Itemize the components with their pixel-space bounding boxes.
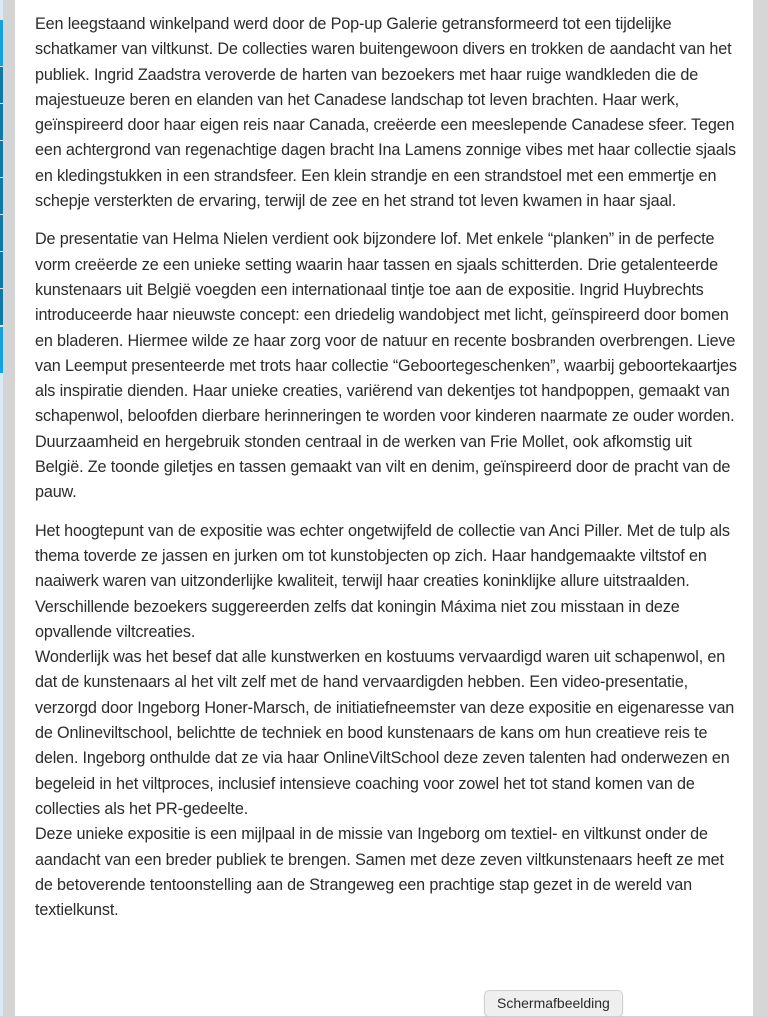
- paragraph-1: [35, 12, 741, 214]
- screenshot-tooltip: Schermafbeelding: [484, 990, 623, 1017]
- paragraph-text: Wonderlijk was het besef dat alle kunstwerken en kostuums vervaardigd waren uit schapenwol, en dat de kunstenaars al het vilt zelf met de hand vervaardigden hebben. Een video-presentatie, verzorgd door Ingeborg Honer-Marsch, de initiatiefneemster van deze expositie en eigenaresse van de Onlineviltschool, belichtte de techniek en bood kunstenaars de kans om hun creatieve reis te delen. Ingeborg onthulde dat ze via haar OnlineViltSchool deze zeven talenten had onderwezen en begeleid in het viltproces, inclusief intensieve coaching voor zowel het tot stand komen van de collecties als het PR-gedeelte.: [35, 648, 735, 818]
- paragraph-text: Deze unieke expositie is een mijlpaal in de missie van Ingeborg om textiel- en viltkunst onder de aandacht van een breder publiek te brengen. Samen met deze zeven viltkunstenaars heeft ze met de betoverende tentoonstelling aan de Strangeweg een prachtige stap gezet in de wereld van textielkunst.: [35, 825, 724, 920]
- left-gutter: [3, 0, 15, 1016]
- paragraph-3: [35, 519, 741, 924]
- paragraph-text: Het hoogtepunt van de expositie was echter ongetwijfeld de collectie van Anci Piller. Met de tulp als thema toverde ze jassen en jurken om tot kunstobjecten op zich. Haar handgemaakte viltstof en naaiwerk waren van uitzonderlijke kwaliteit, terwijl haar creaties koninklijke allure uitstraalden. Verschillende bezoekers suggereerden zelfs dat koningin Máxima niet zou misstaan in deze opvallende viltcreaties.: [35, 521, 730, 641]
- document-page: [15, 0, 753, 1016]
- right-gutter: [753, 0, 768, 1016]
- paragraph-text: Duurzaamheid en hergebruik stonden centraal in de werken van Frie Mollet, ook afkomstig uit België. Ze toonde giletjes en tassen gemaakt van vilt en denim, geïnspireerd door de pracht van de pauw.: [35, 432, 731, 502]
- paragraph-text: Een leegstaand winkelpand werd door de Pop-up Galerie getransformeerd tot een tijdelijke schatkamer van viltkunst. De collecties waren buitengewoon divers en trokken de aandacht van het publiek. Ingrid Zaadstra veroverde de harten van bezoekers met haar ruige wandkleden die de majestueuze beren en elanden van het Canadese landschap tot leven brachten. Haar werk, geïnspireerd door haar eigen reis naar Canada, creëerde een meeslepende Canadese sfeer. Tegen een achtergrond van regenachtige dagen bracht Ina Lamens zonnige vibes met haar collectie sjaals en kledingstukken in een strandsfeer. Een klein strandje en een strandstoel met een emmertje en schepje versterkten de ervaring, terwijl de zee en het strand tot leven kwamen in haar sjaal.: [35, 15, 737, 211]
- article-body: [35, 12, 741, 936]
- paragraph-text: De presentatie van Helma Nielen verdient ook bijzondere lof. Met enkele “planken” in de perfecte vorm creëerde ze een unieke setting waarin haar tassen en sjaals schitterden. Drie getalenteerde kunstenaars uit België voegden een internationaal tintje toe aan de expositie. Ingrid Huybrechts introduceerde haar nieuwste concept: een driedelig wandobject met licht, geïnspireerd door bomen en bladeren. Hiermee wilde ze haar zorg voor de natuur en recente bosbranden overbrengen. Lieve van Leemput presenteerde met trots haar collectie “Geboortegeschenken”, waarbij geboortekaartjes als inspiratie dienden. Haar unieke creaties, variërend van dekentjes tot handpoppen, gemaakt van schapenwol, beloofden dierbare herinneringen te worden voor kinderen naarmate ze ouder worden.: [35, 230, 737, 426]
- paragraph-2: [35, 227, 741, 505]
